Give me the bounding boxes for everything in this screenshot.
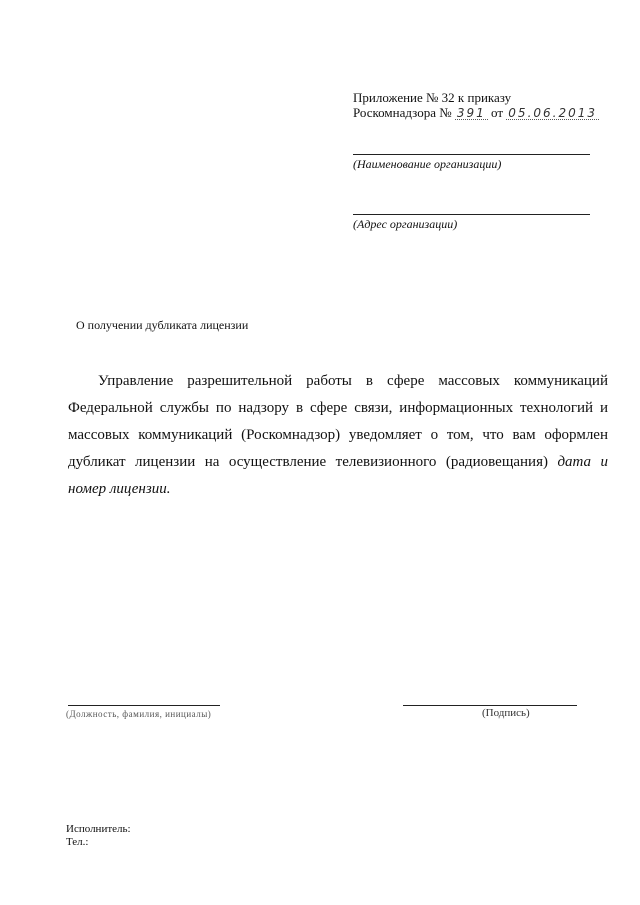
org-address-caption: (Адрес организации)	[353, 217, 458, 231]
body-text-italic: дата и номер лицензии.	[68, 454, 608, 497]
org-name-line	[353, 154, 590, 155]
body-text-plain: Управление разрешительной работы в сфере массовых коммуникаций Федеральной службы по надзору в сфере связи, информационных технологий и массовых коммуникаций (Роскомнадзор) уведомляет о том, что вам оформлен дубликат лицензии на осуществление телевизионного (радиовещания)	[68, 373, 608, 470]
appendix-line: Приложение № 32 к приказу	[353, 90, 512, 105]
org-name-caption: (Наименование организации)	[353, 157, 502, 171]
phone-label: Тел.:	[66, 836, 89, 848]
signature-caption: (Подпись)	[482, 707, 530, 719]
order-date: 05.06.2013	[508, 106, 598, 120]
order-date-prefix: от	[491, 105, 504, 120]
signature-line	[403, 705, 577, 706]
order-number: 391	[456, 106, 486, 120]
letter-subject: О получении дубликата лицензии	[76, 318, 249, 332]
executor-label: Исполнитель:	[66, 823, 131, 835]
position-line	[68, 705, 220, 706]
letter-body	[68, 368, 608, 503]
org-address-line	[353, 214, 590, 215]
position-caption: (Должность, фамилия, инициалы)	[66, 709, 212, 719]
order-reference	[353, 105, 599, 120]
order-prefix: Роскомнадзора №	[353, 105, 452, 120]
